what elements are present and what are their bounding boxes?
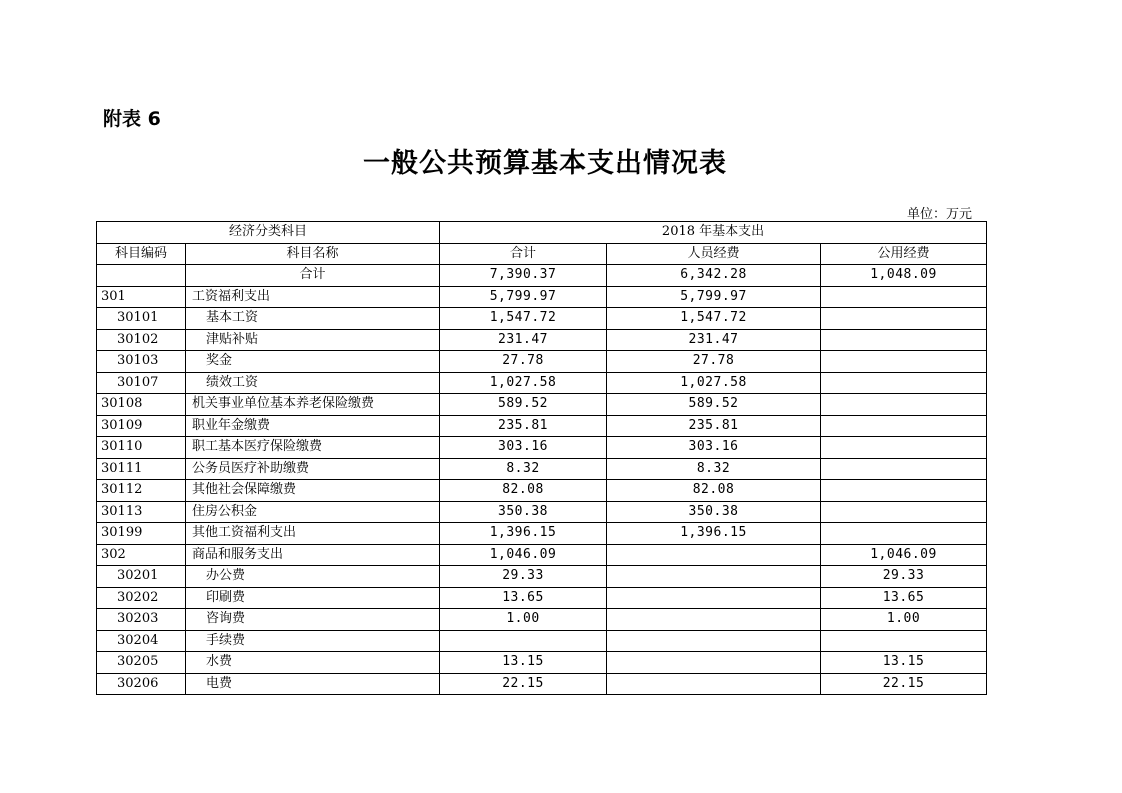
- summary-public-cell: 1,048.09: [821, 265, 987, 287]
- personnel-cell: [607, 587, 821, 609]
- public-cell: [821, 523, 987, 545]
- total-cell: 1.00: [440, 609, 607, 631]
- total-cell: 22.15: [440, 673, 607, 695]
- table-row: [97, 351, 987, 373]
- name-cell: 其他工资福利支出: [186, 523, 440, 545]
- code-cell: 30110: [97, 437, 186, 459]
- summary-personnel-cell: 6,342.28: [607, 265, 821, 287]
- name-cell: 工资福利支出: [186, 286, 440, 308]
- code-cell: 30204: [97, 630, 186, 652]
- table-row: [97, 394, 987, 416]
- total-cell: 350.38: [440, 501, 607, 523]
- total-cell: 5,799.97: [440, 286, 607, 308]
- total-cell: 29.33: [440, 566, 607, 588]
- code-cell: 30203: [97, 609, 186, 631]
- public-cell: [821, 329, 987, 351]
- name-cell: 津贴补贴: [186, 329, 440, 351]
- public-cell: [821, 480, 987, 502]
- table-row: [97, 372, 987, 394]
- total-cell: 1,547.72: [440, 308, 607, 330]
- personnel-cell: 235.81: [607, 415, 821, 437]
- code-cell: 30109: [97, 415, 186, 437]
- table-row: [97, 480, 987, 502]
- total-cell: 13.65: [440, 587, 607, 609]
- appendix-label: 附表 6: [103, 108, 161, 130]
- name-cell: 商品和服务支出: [186, 544, 440, 566]
- code-cell: 302: [97, 544, 186, 566]
- group-header-basic-expenditure: 2018 年基本支出: [440, 222, 987, 244]
- column-header-name: 科目名称: [186, 243, 440, 265]
- code-cell: 30101: [97, 308, 186, 330]
- name-cell: 办公费: [186, 566, 440, 588]
- code-cell: 30111: [97, 458, 186, 480]
- public-cell: 13.15: [821, 652, 987, 674]
- total-cell: 27.78: [440, 351, 607, 373]
- group-header-economic-class: 经济分类科目: [97, 222, 440, 244]
- table-row: [97, 415, 987, 437]
- personnel-cell: 8.32: [607, 458, 821, 480]
- table-row: [97, 437, 987, 459]
- column-header-public: 公用经费: [821, 243, 987, 265]
- summary-name-cell: 合计: [186, 265, 440, 287]
- table-row: [97, 523, 987, 545]
- total-cell: 8.32: [440, 458, 607, 480]
- public-cell: [821, 415, 987, 437]
- public-cell: [821, 501, 987, 523]
- personnel-cell: 303.16: [607, 437, 821, 459]
- table-row: [97, 286, 987, 308]
- personnel-cell: 231.47: [607, 329, 821, 351]
- personnel-cell: 1,396.15: [607, 523, 821, 545]
- personnel-cell: [607, 566, 821, 588]
- code-cell: 30206: [97, 673, 186, 695]
- summary-code-cell: [97, 265, 186, 287]
- personnel-cell: [607, 609, 821, 631]
- code-cell: 30205: [97, 652, 186, 674]
- personnel-cell: 82.08: [607, 480, 821, 502]
- total-cell: 231.47: [440, 329, 607, 351]
- total-cell: 303.16: [440, 437, 607, 459]
- public-cell: 29.33: [821, 566, 987, 588]
- code-cell: 301: [97, 286, 186, 308]
- name-cell: 其他社会保障缴费: [186, 480, 440, 502]
- name-cell: 水费: [186, 652, 440, 674]
- public-cell: 1.00: [821, 609, 987, 631]
- name-cell: 职业年金缴费: [186, 415, 440, 437]
- column-header-total: 合计: [440, 243, 607, 265]
- code-cell: 30112: [97, 480, 186, 502]
- public-cell: [821, 286, 987, 308]
- name-cell: 机关事业单位基本养老保险缴费: [186, 394, 440, 416]
- public-cell: [821, 372, 987, 394]
- name-cell: 手续费: [186, 630, 440, 652]
- public-cell: [821, 394, 987, 416]
- table-row: [97, 544, 987, 566]
- total-cell: 1,046.09: [440, 544, 607, 566]
- summary-total-cell: 7,390.37: [440, 265, 607, 287]
- name-cell: 公务员医疗补助缴费: [186, 458, 440, 480]
- name-cell: 绩效工资: [186, 372, 440, 394]
- public-cell: 13.65: [821, 587, 987, 609]
- table-row: [97, 329, 987, 351]
- personnel-cell: [607, 630, 821, 652]
- table-column-header-row: [97, 243, 987, 265]
- table-row: [97, 587, 987, 609]
- personnel-cell: 1,547.72: [607, 308, 821, 330]
- name-cell: 基本工资: [186, 308, 440, 330]
- page-title: 一般公共预算基本支出情况表: [363, 148, 727, 179]
- total-cell: 235.81: [440, 415, 607, 437]
- code-cell: 30201: [97, 566, 186, 588]
- code-cell: 30108: [97, 394, 186, 416]
- name-cell: 住房公积金: [186, 501, 440, 523]
- table-row: [97, 566, 987, 588]
- table-row: [97, 652, 987, 674]
- code-cell: 30202: [97, 587, 186, 609]
- table-row: [97, 308, 987, 330]
- code-cell: 30103: [97, 351, 186, 373]
- public-cell: 22.15: [821, 673, 987, 695]
- personnel-cell: [607, 673, 821, 695]
- table-row: [97, 609, 987, 631]
- total-cell: 13.15: [440, 652, 607, 674]
- name-cell: 奖金: [186, 351, 440, 373]
- name-cell: 印刷费: [186, 587, 440, 609]
- table-row: [97, 673, 987, 695]
- personnel-cell: [607, 544, 821, 566]
- name-cell: 职工基本医疗保险缴费: [186, 437, 440, 459]
- code-cell: 30102: [97, 329, 186, 351]
- personnel-cell: 27.78: [607, 351, 821, 373]
- public-cell: [821, 458, 987, 480]
- personnel-cell: 1,027.58: [607, 372, 821, 394]
- public-cell: [821, 437, 987, 459]
- personnel-cell: 350.38: [607, 501, 821, 523]
- personnel-cell: 5,799.97: [607, 286, 821, 308]
- table-row: [97, 501, 987, 523]
- table-group-header-row: [97, 222, 987, 244]
- table-row: [97, 630, 987, 652]
- table-row: [97, 458, 987, 480]
- code-cell: 30113: [97, 501, 186, 523]
- name-cell: 咨询费: [186, 609, 440, 631]
- code-cell: 30107: [97, 372, 186, 394]
- summary-row: [97, 265, 987, 287]
- personnel-cell: 589.52: [607, 394, 821, 416]
- personnel-cell: [607, 652, 821, 674]
- public-cell: [821, 630, 987, 652]
- name-cell: 电费: [186, 673, 440, 695]
- total-cell: 1,027.58: [440, 372, 607, 394]
- total-cell: [440, 630, 607, 652]
- column-header-code: 科目编码: [97, 243, 186, 265]
- total-cell: 1,396.15: [440, 523, 607, 545]
- public-cell: [821, 351, 987, 373]
- total-cell: 589.52: [440, 394, 607, 416]
- budget-table: [96, 221, 987, 695]
- column-header-personnel: 人员经费: [607, 243, 821, 265]
- unit-label: 单位：万元: [906, 207, 972, 222]
- code-cell: 30199: [97, 523, 186, 545]
- public-cell: [821, 308, 987, 330]
- total-cell: 82.08: [440, 480, 607, 502]
- public-cell: 1,046.09: [821, 544, 987, 566]
